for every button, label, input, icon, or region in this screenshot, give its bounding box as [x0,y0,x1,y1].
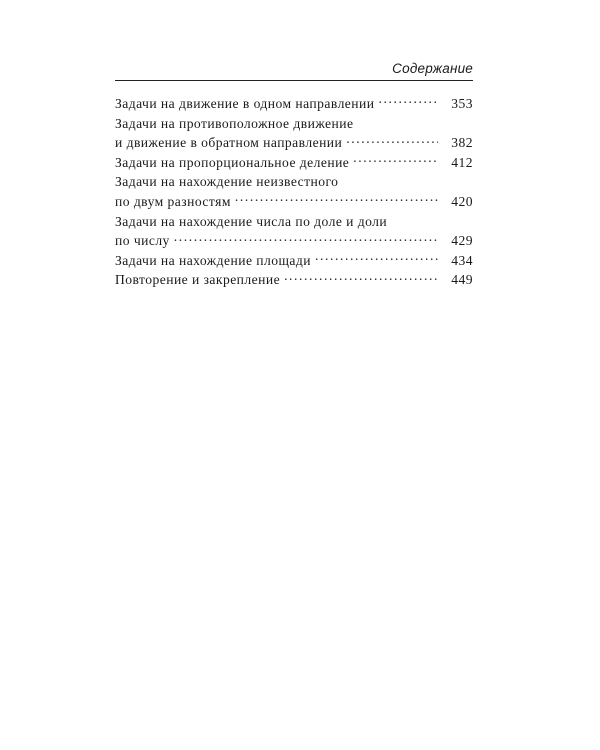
toc-entry [115,153,473,173]
toc-entry [115,114,473,153]
toc-page-number: 420 [451,193,473,209]
toc-entry-title: Задачи на противоположное движение [115,115,354,131]
header-rule [115,80,473,81]
toc-page-number: 382 [451,135,473,151]
toc-entry-title: Повторение и закрепление [115,272,281,288]
toc-page-number: 353 [451,96,473,111]
toc-entry-title: Задачи на нахождение числа по доле и доли [115,213,388,229]
dot-leader [174,232,438,246]
toc-entry [115,212,473,251]
toc-entry [115,94,473,114]
toc-page-number: 412 [451,154,473,170]
toc-entry-title-continued: по числу [115,233,170,249]
toc-entry-title: Задачи на нахождение площади [115,252,311,268]
toc-page-number: 434 [451,252,473,268]
toc-entry [115,251,473,271]
dot-leader [346,134,438,148]
toc-entry-title-continued: и движение в обратном направлении [115,135,343,151]
dot-leader [235,192,438,206]
toc-entry [115,270,473,290]
toc-page-number: 429 [451,233,473,249]
toc-entry-title: Задачи на пропорциональное деление [115,154,350,170]
table-of-contents [115,94,473,290]
toc-entry-title: Задачи на движение в одном направлении [115,96,375,111]
toc-entry [115,172,473,211]
dot-leader [315,251,438,265]
toc-entry-title: Задачи на нахождение неизвестного [115,174,339,190]
running-head: Содержание [392,61,473,76]
dot-leader [284,271,438,285]
dot-leader [353,153,438,167]
toc-entry-title-continued: по двум разностям [115,193,231,209]
dot-leader [378,94,438,108]
toc-page-number: 449 [451,272,473,288]
